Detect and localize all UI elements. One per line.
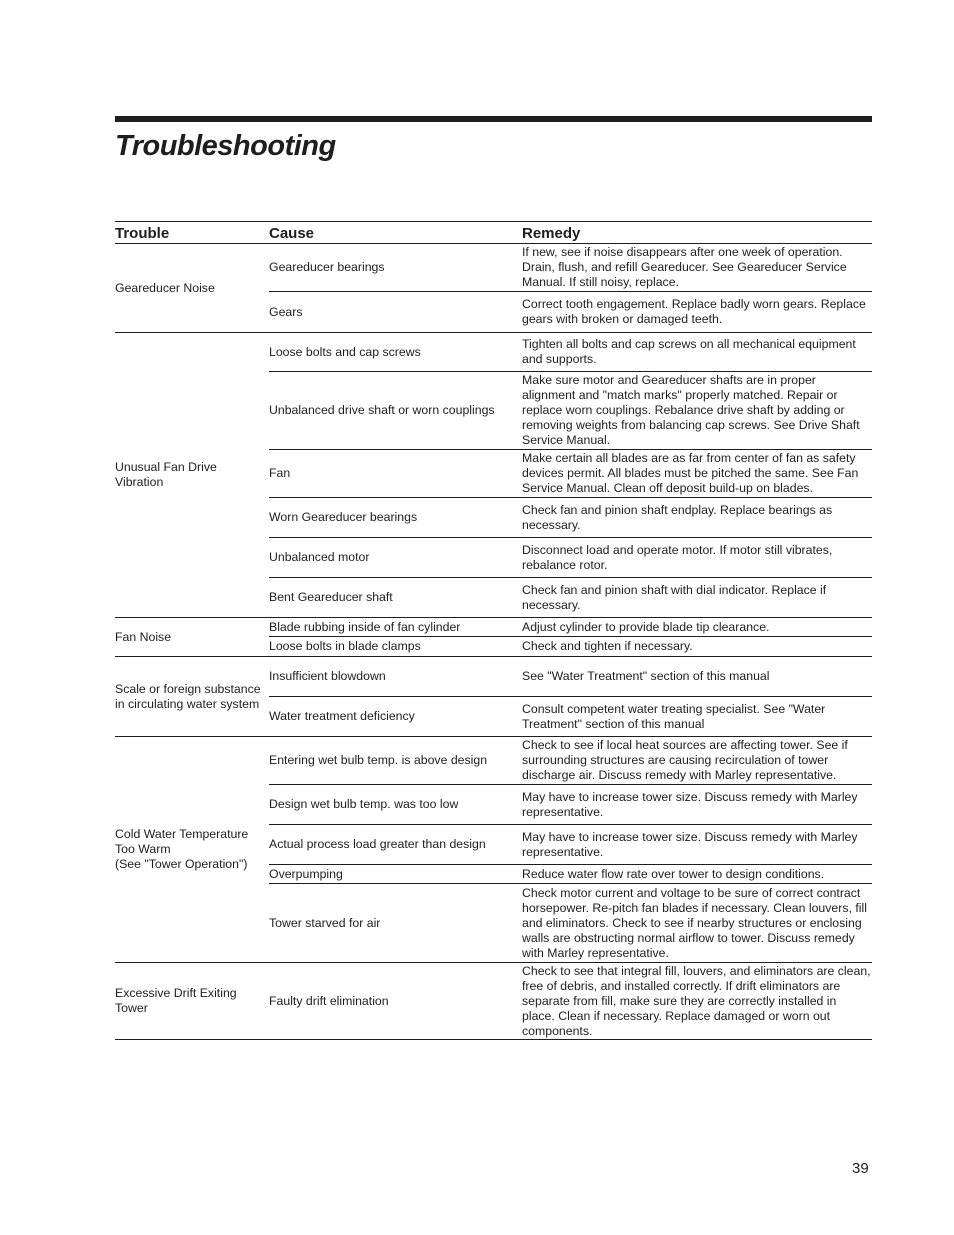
- table-row: [269, 450, 872, 498]
- remedy-cell: Tighten all bolts and cap screws on all mechanical equipment and supports.: [522, 337, 856, 366]
- page-number: 39: [852, 1160, 869, 1177]
- cause-list: [269, 333, 872, 617]
- trouble-group: [115, 618, 872, 657]
- remedy-cell: Check fan and pinion shaft endplay. Replace bearings as necessary.: [522, 502, 833, 532]
- remedy-cell: Disconnect load and operate motor. If motor still vibrates, rebalance rotor.: [522, 542, 833, 572]
- remedy-cell: May have to increase tower size. Discuss remedy with Marley representative.: [522, 789, 858, 819]
- table-row: [269, 637, 872, 656]
- trouble-group: [115, 737, 872, 963]
- remedy-cell: Check fan and pinion shaft with dial indicator. Replace if necessary.: [522, 582, 827, 612]
- remedy-cell: Correct tooth engagement. Replace badly worn gears. Replace gears with broken or damaged teeth.: [522, 297, 866, 326]
- remedy-cell: Check motor current and voltage to be sure of correct contract horsepower. Re-pitch fan blades if necessary. Clean louvers, fill and eliminators. Check to see if nearby structures or enclosing walls are obstructing normal airflow to tower. Discuss remedy with Marley representative.: [522, 885, 867, 960]
- cause-cell: Tower starved for air: [269, 915, 381, 930]
- cause-cell: Actual process load greater than design: [269, 837, 486, 851]
- cause-cell: Unbalanced drive shaft or worn couplings: [269, 403, 495, 417]
- cause-cell: Loose bolts in blade clamps: [269, 639, 421, 653]
- table-header: [115, 222, 872, 244]
- cause-list: [269, 737, 872, 962]
- trouble-group: [115, 963, 872, 1040]
- cause-cell: Design wet bulb temp. was too low: [269, 797, 459, 811]
- table-row: [269, 578, 872, 617]
- cause-cell: Water treatment deficiency: [269, 709, 415, 723]
- page-title: Troubleshooting: [115, 130, 336, 162]
- table-row: [269, 884, 872, 962]
- trouble-cell: Cold Water Temperature Too Warm (See "Tower Operation"): [115, 827, 249, 871]
- cause-cell: Worn Geareducer bearings: [269, 510, 418, 524]
- table-row: [269, 657, 872, 697]
- header-remedy: Remedy: [522, 225, 581, 242]
- remedy-cell: Make certain all blades are as far from center of fan as safety devices permit. All blades must be pitched the same. See Fan Service Manual. Clean off deposit build-up on blades.: [522, 451, 859, 495]
- remedy-cell: May have to increase tower size. Discuss remedy with Marley representative.: [522, 829, 858, 859]
- cause-cell: Blade rubbing inside of fan cylinder: [269, 619, 461, 634]
- cause-list: [269, 963, 872, 1039]
- trouble-cell: Excessive Drift Exiting Tower: [115, 986, 237, 1015]
- cause-cell: Geareducer bearings: [269, 260, 385, 274]
- remedy-cell: Check and tighten if necessary.: [522, 639, 693, 653]
- header-cause: Cause: [269, 225, 315, 242]
- trouble-group: [115, 657, 872, 737]
- trouble-group: [115, 244, 872, 333]
- trouble-cell: Scale or foreign substance in circulating water system: [115, 681, 261, 711]
- cause-cell: Faulty drift elimination: [269, 993, 389, 1008]
- cause-cell: Unbalanced motor: [269, 550, 370, 564]
- cause-list: [269, 657, 872, 736]
- cause-list: [269, 244, 872, 332]
- remedy-cell: Make sure motor and Geareducer shafts are in proper alignment and "match marks" properly matched. Repair or replace worn couplings. Rebalance drive shaft by adding or removing weights from balancing cap screws. See Drive Shaft Service Manual.: [522, 373, 860, 447]
- remedy-cell: See "Water Treatment" section of this manual: [522, 669, 770, 683]
- remedy-cell: If new, see if noise disappears after one week of operation. Drain, flush, and refill Geareducer. See Geareducer Service Manual. If still noisy, replace.: [522, 245, 847, 289]
- cause-cell: Gears: [269, 304, 303, 319]
- cause-cell: Entering wet bulb temp. is above design: [269, 753, 488, 767]
- remedy-cell: Reduce water flow rate over tower to design conditions.: [522, 866, 825, 881]
- remedy-cell: Check to see that integral fill, louvers, and eliminators are clean, free of debris, and installed correctly. If drift eliminators are separate from fill, make sure they are correctly installed in place. Clean if necessary. Replace damaged or worn out components.: [522, 963, 871, 1038]
- trouble-cell: Fan Noise: [115, 629, 172, 644]
- table-row: [269, 618, 872, 637]
- trouble-cell: Unusual Fan Drive Vibration: [115, 460, 217, 489]
- table-row: [269, 697, 872, 736]
- cause-cell: Loose bolts and cap screws: [269, 344, 421, 359]
- table-row: [269, 737, 872, 785]
- table-row: [269, 244, 872, 292]
- cause-list: [269, 618, 872, 656]
- header-trouble: Trouble: [115, 225, 170, 242]
- table-row: [269, 785, 872, 825]
- table-row: [269, 372, 872, 450]
- cause-cell: Bent Geareducer shaft: [269, 590, 393, 604]
- cause-cell: Insufficient blowdown: [269, 669, 386, 683]
- table-row: [269, 538, 872, 578]
- remedy-cell: Adjust cylinder to provide blade tip clearance.: [522, 619, 770, 634]
- troubleshooting-table: [115, 221, 872, 1040]
- table-row: [269, 825, 872, 865]
- table-row: [269, 333, 872, 372]
- top-rule: [115, 116, 872, 122]
- trouble-cell: Geareducer Noise: [115, 280, 215, 295]
- cause-cell: Fan: [269, 466, 291, 480]
- cause-cell: Overpumping: [269, 866, 343, 881]
- table-row: [269, 292, 872, 332]
- remedy-cell: Consult competent water treating specialist. See "Water Treatment" section of this manual: [522, 701, 826, 731]
- trouble-group: [115, 333, 872, 618]
- remedy-cell: Check to see if local heat sources are affecting tower. See if surrounding structures are causing recirculation of tower discharge air. Discuss remedy with Marley representative.: [522, 738, 848, 782]
- table-row: [269, 865, 872, 884]
- table-row: [269, 498, 872, 538]
- table-row: [269, 963, 872, 1039]
